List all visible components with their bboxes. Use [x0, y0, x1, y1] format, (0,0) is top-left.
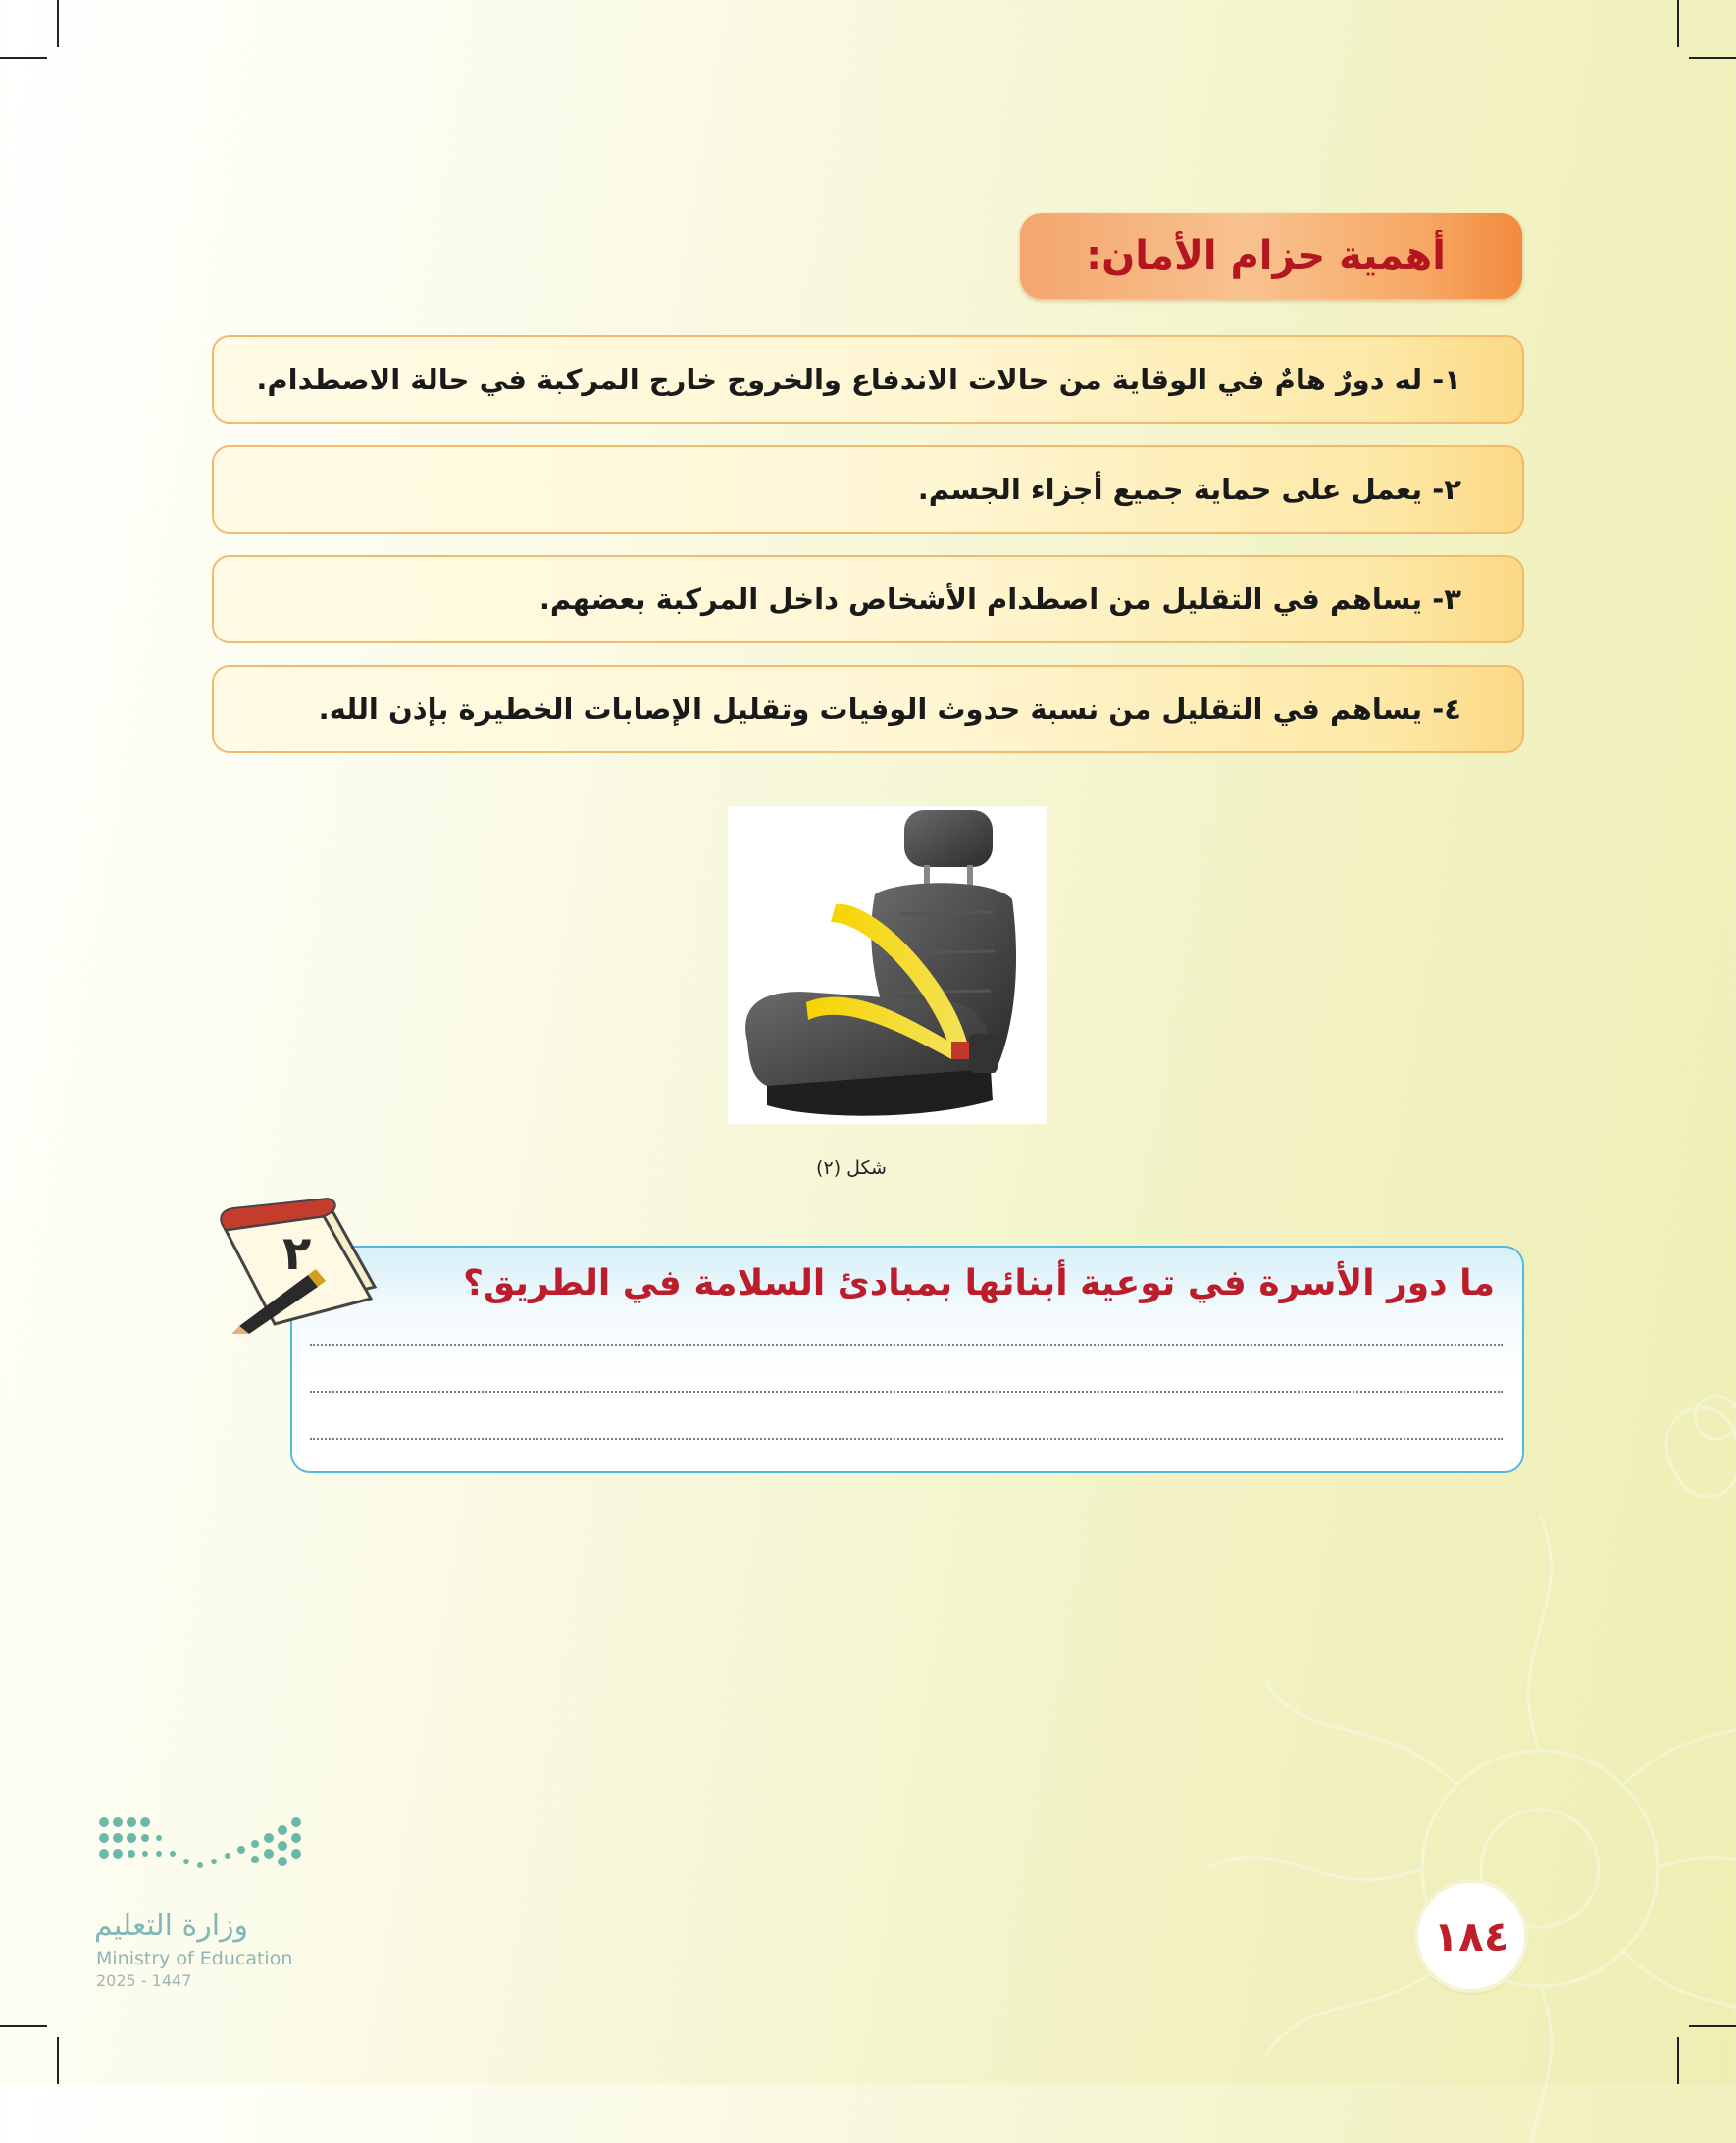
list-item-text: ٣- يساهم في التقليل من اصطدام الأشخاص داخل المركبة بعضهم.	[538, 583, 1461, 616]
list-item	[212, 445, 1524, 534]
answer-line[interactable]	[310, 1344, 1503, 1346]
list-item	[212, 335, 1524, 424]
car-seat-image	[728, 806, 1047, 1124]
list-item-text: ٢- يعمل على حماية جميع أجزاء الجسم.	[917, 473, 1461, 506]
ministry-name-english: Ministry of Education	[96, 1948, 293, 1969]
activity-question-box	[290, 1246, 1524, 1473]
crop-mark	[0, 57, 47, 59]
crop-mark	[1689, 57, 1736, 59]
section-heading-title: أهمية حزام الأمان:	[1086, 233, 1446, 279]
list-item	[212, 555, 1524, 643]
ministry-name-arabic: وزارة التعليم	[94, 1909, 249, 1943]
background-flower-decoration	[1128, 1358, 1736, 2143]
list-item-text: ١- له دورٌ هامٌ في الوقاية من حالات الاندفاع والخروج خارج المركبة في حالة الاصطدام.	[256, 363, 1461, 396]
list-item	[212, 665, 1524, 753]
crop-mark	[1677, 0, 1679, 47]
ministry-logo-icon	[94, 1811, 310, 1909]
page-number: ١٨٤	[1433, 1912, 1509, 1961]
crop-mark	[0, 2025, 47, 2027]
activity-number: ٢	[282, 1226, 312, 1281]
crop-mark	[57, 2037, 59, 2084]
figure-caption: شكل (٢)	[816, 1157, 887, 1179]
section-heading	[1020, 213, 1522, 299]
page-number-badge	[1418, 1883, 1524, 1989]
edition-year: 2025 - 1447	[96, 1971, 192, 1990]
list-item-text: ٤- يساهم في التقليل من نسبة حدوث الوفيات وتقليل الإصابات الخطيرة بإذن الله.	[318, 692, 1461, 726]
answer-line[interactable]	[310, 1391, 1503, 1393]
answer-line[interactable]	[310, 1438, 1503, 1440]
activity-question: ما دور الأسرة في توعية أبنائها بمبادئ السلامة في الطريق؟	[463, 1263, 1495, 1303]
crop-mark	[57, 0, 59, 47]
